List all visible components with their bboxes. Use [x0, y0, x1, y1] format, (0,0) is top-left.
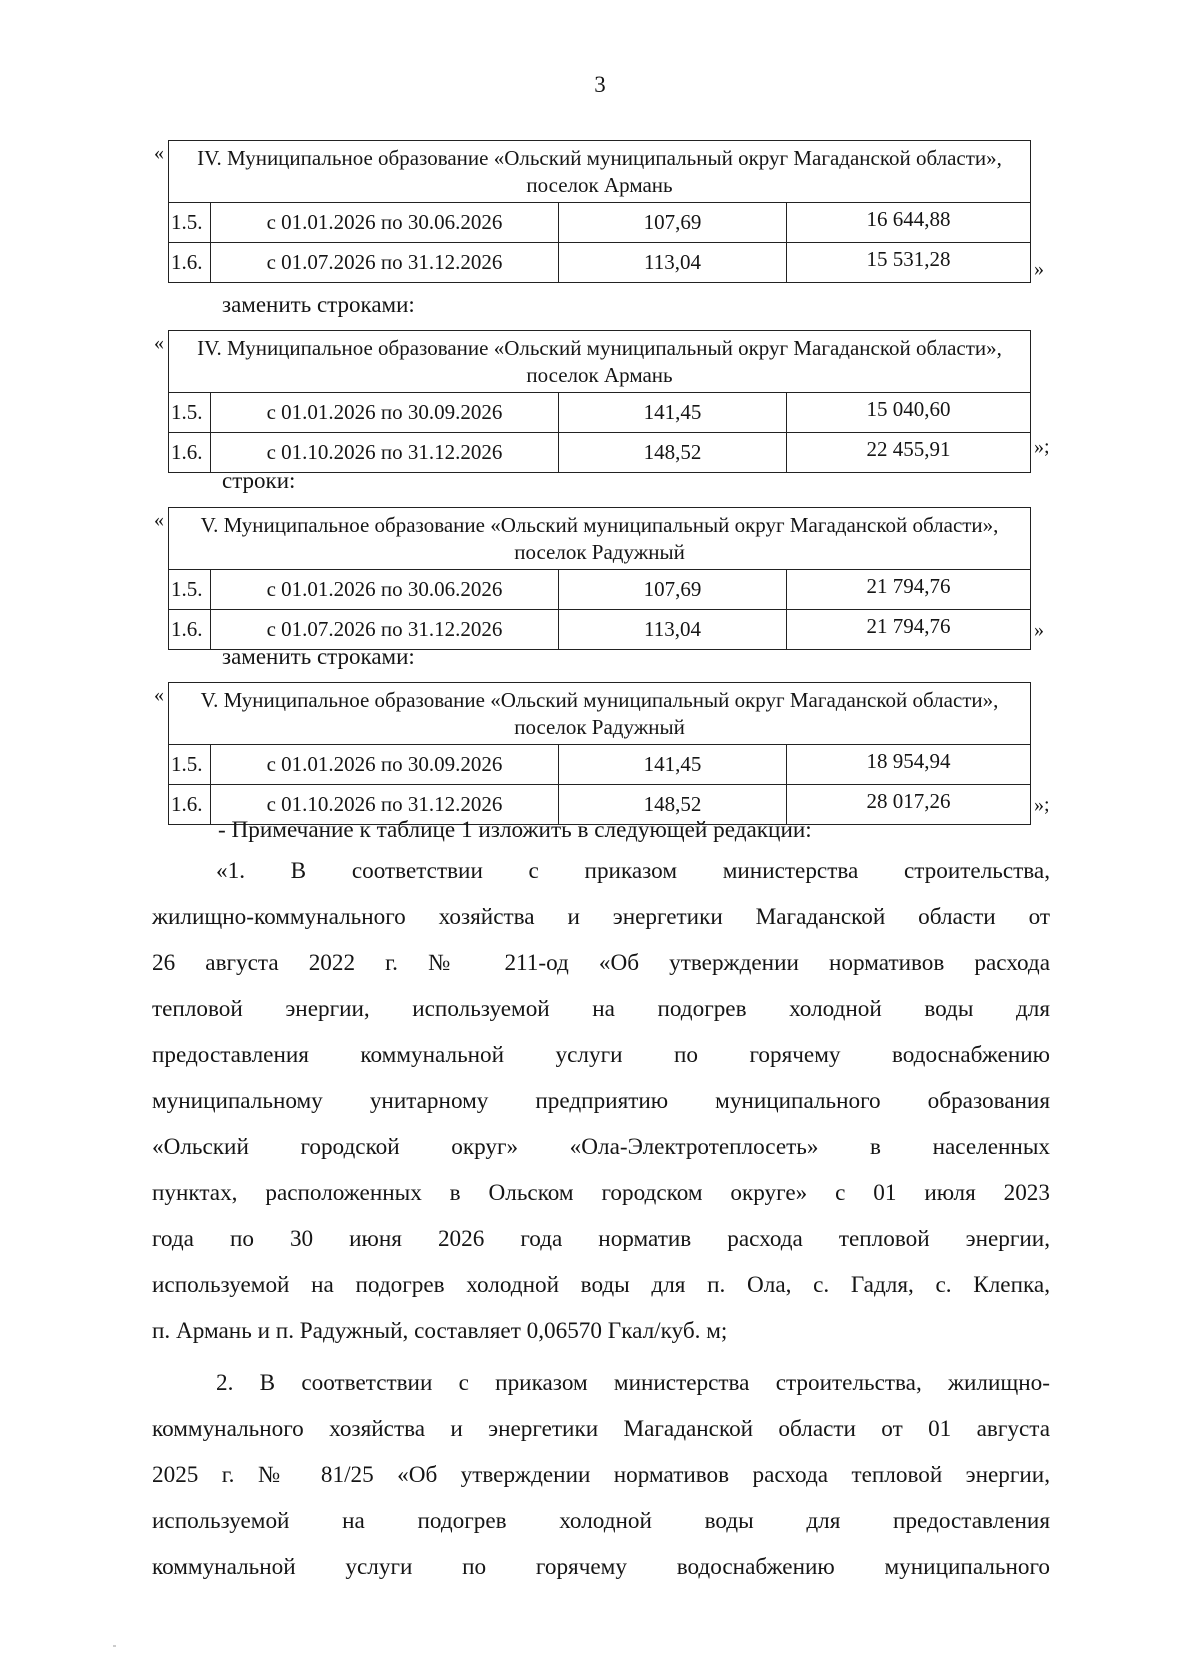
closing-quote: » [1034, 619, 1044, 641]
text-line: 26 августа 2022 г. № 211-од «Об утверждении нормативов расхода [152, 950, 1050, 976]
row-period: с 01.01.2026 по 30.06.2026 [211, 202, 559, 242]
replace-lead: заменить строками: [222, 292, 415, 317]
row-value-2: 21 794,76 [787, 569, 1031, 609]
note-paragraph-1 [152, 848, 1050, 1354]
table-row [169, 432, 1031, 472]
row-number: 1.5. [169, 744, 211, 784]
table-row [169, 202, 1031, 242]
table-header: IV. Муниципальное образование «Ольский муниципальный округ Магаданской области», поселок Армань [169, 331, 1031, 393]
row-period: с 01.10.2026 по 31.12.2026 [211, 784, 559, 824]
opening-quote: « [154, 142, 164, 164]
text-line: п. Армань и п. Радужный, составляет 0,06570 Гкал/куб. м; [152, 1318, 728, 1344]
row-value-1: 107,69 [559, 202, 787, 242]
row-value-1: 148,52 [559, 432, 787, 472]
table-header: IV. Муниципальное образование «Ольский муниципальный округ Магаданской области», поселок Армань [169, 141, 1031, 203]
closing-quote: » [1034, 258, 1044, 280]
text-line: «1. В соответствии с приказом министерства строительства, [216, 858, 1050, 884]
row-value-1: 141,45 [559, 392, 787, 432]
text-line: коммунального хозяйства и энергетики Магаданской области от 01 августа [152, 1416, 1050, 1442]
row-period: с 01.10.2026 по 31.12.2026 [211, 432, 559, 472]
opening-quote: « [154, 509, 164, 531]
text-line: используемой на подогрев холодной воды для предоставления [152, 1508, 1050, 1534]
table [168, 330, 1031, 473]
text-line: 2025 г. № 81/25 «Об утверждении нормативов расхода тепловой энергии, [152, 1462, 1050, 1488]
row-period: с 01.07.2026 по 31.12.2026 [211, 242, 559, 282]
table-row [169, 569, 1031, 609]
text-line: пунктах, расположенных в Ольском городском округе» с 01 июля 2023 [152, 1180, 1050, 1206]
row-period: с 01.01.2026 по 30.09.2026 [211, 392, 559, 432]
opening-quote: « [154, 332, 164, 354]
row-value-2: 28 017,26 [787, 784, 1031, 824]
row-value-2: 22 455,91 [787, 432, 1031, 472]
row-number: 1.5. [169, 392, 211, 432]
note-title: - Примечание к таблице 1 изложить в следующей редакции: [218, 817, 812, 843]
text-line: используемой на подогрев холодной воды для п. Ола, с. Гадля, с. Клепка, [152, 1272, 1050, 1298]
row-value-1: 113,04 [559, 609, 787, 649]
row-value-1: 141,45 [559, 744, 787, 784]
row-number: 1.6. [169, 432, 211, 472]
note-paragraph-2 [152, 1360, 1050, 1590]
row-number: 1.6. [169, 242, 211, 282]
text-line: года по 30 июня 2026 года норматив расхода тепловой энергии, [152, 1226, 1050, 1252]
rows-lead: строки: [222, 468, 296, 493]
row-value-2: 15 531,28 [787, 242, 1031, 282]
text-line: тепловой энергии, используемой на подогрев холодной воды для [152, 996, 1050, 1022]
opening-quote: « [154, 684, 164, 706]
page-number: 3 [594, 72, 606, 97]
row-period: с 01.07.2026 по 31.12.2026 [211, 609, 559, 649]
text-line: жилищно-коммунального хозяйства и энергетики Магаданской области от [152, 904, 1050, 930]
row-value-2: 16 644,88 [787, 202, 1031, 242]
table-row [169, 392, 1031, 432]
table [168, 140, 1031, 283]
row-number: 1.5. [169, 569, 211, 609]
table [168, 507, 1031, 650]
closing-quote: »; [1034, 436, 1050, 458]
table-row [169, 242, 1031, 282]
scan-speck [113, 1645, 116, 1647]
text-line: муниципальному унитарному предприятию муниципального образования [152, 1088, 1050, 1114]
row-value-2: 21 794,76 [787, 609, 1031, 649]
row-value-1: 113,04 [559, 242, 787, 282]
table-header: V. Муниципальное образование «Ольский муниципальный округ Магаданской области», поселок Радужный [169, 508, 1031, 570]
row-value-1: 148,52 [559, 784, 787, 824]
row-number: 1.6. [169, 609, 211, 649]
row-number: 1.6. [169, 784, 211, 824]
table [168, 682, 1031, 825]
closing-quote: »; [1034, 794, 1050, 816]
row-number: 1.5. [169, 202, 211, 242]
row-value-2: 18 954,94 [787, 744, 1031, 784]
text-line: «Ольский городской округ» «Ола-Электротеплосеть» в населенных [152, 1134, 1050, 1160]
row-period: с 01.01.2026 по 30.06.2026 [211, 569, 559, 609]
row-period: с 01.01.2026 по 30.09.2026 [211, 744, 559, 784]
text-line: коммунальной услуги по горячему водоснабжению муниципального [152, 1554, 1050, 1580]
text-line: 2. В соответствии с приказом министерства строительства, жилищно- [216, 1370, 1050, 1396]
replace-lead: заменить строками: [222, 644, 415, 669]
table-header: V. Муниципальное образование «Ольский муниципальный округ Магаданской области», поселок Радужный [169, 683, 1031, 745]
row-value-2: 15 040,60 [787, 392, 1031, 432]
text-line: предоставления коммунальной услуги по горячему водоснабжению [152, 1042, 1050, 1068]
row-value-1: 107,69 [559, 569, 787, 609]
table-row [169, 744, 1031, 784]
